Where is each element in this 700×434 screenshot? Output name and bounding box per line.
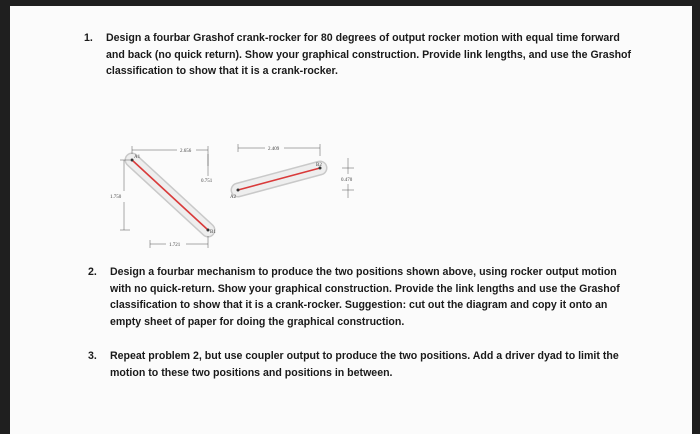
label-a1: A1 xyxy=(134,155,141,160)
problem-2-line-1: Design a fourbar mechanism to produce the two positions shown above, using rocker output motion xyxy=(110,266,617,278)
document-page xyxy=(10,6,692,434)
problem-1 xyxy=(84,30,684,82)
problem-1-line-1: Design a fourbar Grashof crank-rocker for 80 degrees of output rocker motion with equal time forward xyxy=(106,32,620,44)
problem-2-line-3: classification to show that it is a crank-rocker. Suggestion: cut out the diagram and copy it onto an xyxy=(110,299,608,311)
link-position-1 xyxy=(131,159,210,232)
link-position-2 xyxy=(237,167,322,192)
problem-2-line-2: with no quick-return. Show your graphical construction. Provide the link lengths and use the Grashof xyxy=(110,282,620,295)
problem-2-number: 2. xyxy=(88,266,97,278)
label-a2: A2 xyxy=(230,195,237,200)
problem-2 xyxy=(88,264,688,332)
label-b1: B1 xyxy=(210,230,216,235)
dim-top-right: 2.409 xyxy=(268,147,280,152)
dim-bottom: 1.721 xyxy=(169,243,181,248)
label-b2: B2 xyxy=(316,163,322,168)
problem-3-line-1: Repeat problem 2, but use coupler output to produce the two positions. Add a driver dyad to limit the xyxy=(110,350,619,362)
fourbar-positions-figure xyxy=(110,136,380,254)
problem-2-line-4: empty sheet of paper for doing the graphical construction. xyxy=(110,315,405,328)
problem-1-number: 1. xyxy=(84,32,93,44)
problem-3 xyxy=(88,348,688,384)
dim-mid: 0.751 xyxy=(201,179,213,184)
problem-1-line-3: classification to show that it is a crank-rocker. xyxy=(106,65,338,77)
dim-top-left: 2.656 xyxy=(180,149,192,154)
problem-1-line-2: and back (no quick return). Show your graphical construction. Provide link lengths, and use the Grashof xyxy=(106,48,632,61)
link-1-centerline xyxy=(132,160,208,230)
dim-left: 1.750 xyxy=(110,195,122,200)
problem-3-line-2: motion to these two positions and positions in between. xyxy=(110,366,393,379)
dim-right: 0.470 xyxy=(341,178,353,183)
problem-3-number: 3. xyxy=(88,350,97,362)
